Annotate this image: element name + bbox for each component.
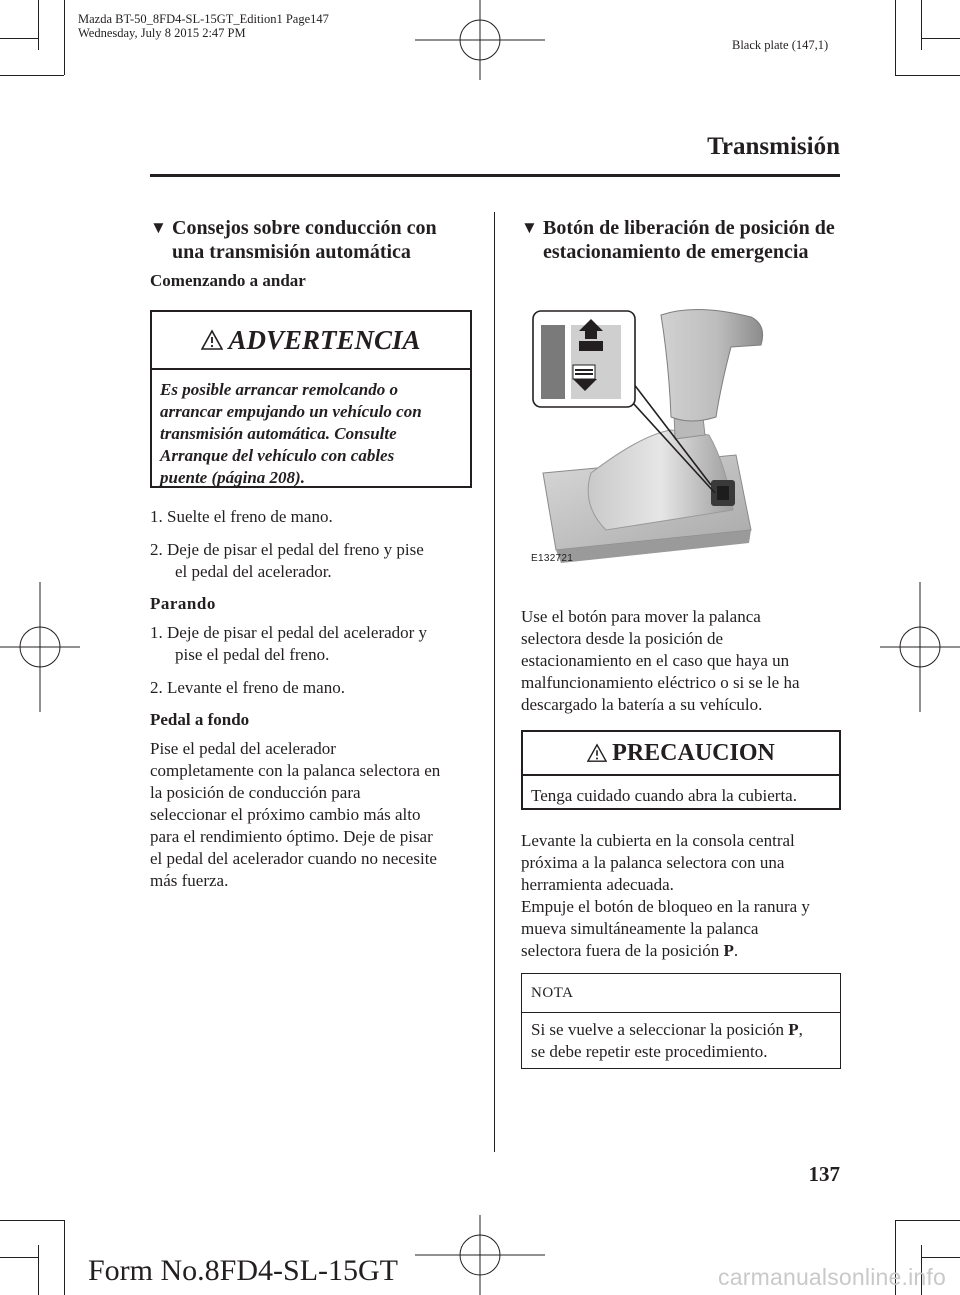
column-divider xyxy=(494,212,495,1152)
crop-mark xyxy=(895,0,896,75)
paragraph-line: descargado la batería a su vehículo. xyxy=(521,695,763,714)
paragraph-line: estacionamiento en el caso que haya un xyxy=(521,651,790,670)
warning-box xyxy=(150,310,472,488)
subheading-parando: Parando xyxy=(150,594,216,613)
paragraph-line xyxy=(521,940,851,962)
print-slug-line1: Mazda BT-50_8FD4-SL-15GT_Edition1 Page147 xyxy=(78,12,329,26)
paragraph-line: completamente con la palanca selectora en xyxy=(150,761,441,780)
paragraph-text: selectora fuera de la posición xyxy=(521,941,724,960)
note-line: se debe repetir este procedimiento. xyxy=(531,1042,768,1061)
registration-target-bottom xyxy=(415,1215,545,1295)
paragraph-text: . xyxy=(733,941,739,960)
warning-title: ADVERTENCIA xyxy=(228,324,421,355)
left-heading-line2: una transmisión automática xyxy=(172,241,411,263)
caution-text: Tenga cuidado cuando abra la cubierta. xyxy=(531,786,797,805)
step-2-levante xyxy=(150,677,480,699)
note-text: Si se vuelve a seleccionar la posición xyxy=(531,1020,789,1039)
position-p-label: P xyxy=(723,941,734,960)
warning-triangle-icon xyxy=(587,743,607,763)
paragraph-line: mueva simultáneamente la palanca xyxy=(521,919,759,938)
position-p-label: P xyxy=(788,1020,799,1039)
header-rule xyxy=(150,174,840,177)
paragraph-line: Levante la cubierta en la consola central xyxy=(521,831,795,850)
crop-mark xyxy=(0,1257,38,1258)
crop-mark xyxy=(921,38,960,39)
subheading-comenzando: Comenzando a andar xyxy=(150,271,306,290)
step-line: 2. Levante el freno de mano. xyxy=(150,678,345,697)
black-plate-label: Black plate (147,1) xyxy=(732,38,829,52)
note-header xyxy=(522,974,840,1013)
registration-target-top xyxy=(415,0,545,80)
warning-header xyxy=(152,312,470,370)
subheading-pedal-a-fondo: Pedal a fondo xyxy=(150,710,250,729)
crop-mark xyxy=(0,38,38,39)
crop-mark xyxy=(64,0,65,75)
right-heading-line2: estacionamiento de emergencia xyxy=(543,241,809,263)
step-line: 1. Deje de pisar el pedal del acelerador y xyxy=(150,623,428,642)
crop-mark xyxy=(38,1245,39,1295)
note-text: , xyxy=(798,1020,803,1039)
pedal-paragraph xyxy=(150,738,485,892)
gear-selector-illustration xyxy=(521,305,771,567)
crop-mark xyxy=(921,1257,960,1258)
crop-mark xyxy=(895,75,960,76)
paragraph-line: la posición de conducción para xyxy=(150,783,361,802)
paragraph-line: seleccionar el próximo cambio más alto xyxy=(150,805,421,824)
caution-box xyxy=(521,730,841,810)
triangle-marker-icon: ▼ xyxy=(150,218,167,237)
paragraph-line: Empuje el botón de bloqueo en la ranura y xyxy=(521,897,810,916)
step-2-deje xyxy=(150,539,480,583)
step-1-acelerador xyxy=(150,622,480,666)
left-heading-line1: Consejos sobre conducción con xyxy=(172,217,437,239)
watermark: carmanualsonline.info xyxy=(718,1264,946,1290)
right-heading xyxy=(521,216,851,264)
crop-mark xyxy=(38,0,39,50)
step-line: 1. Suelte el freno de mano. xyxy=(150,507,333,526)
step-line: 2. Deje de pisar el pedal del freno y pise xyxy=(150,540,424,559)
paragraph-line: herramienta adecuada. xyxy=(521,875,674,894)
step-line-cont: pise el pedal del freno. xyxy=(175,645,330,664)
crop-mark xyxy=(0,75,64,76)
triangle-marker-icon: ▼ xyxy=(521,218,538,237)
warning-line: Arranque del vehículo con cables xyxy=(160,446,395,465)
step-1-suelte xyxy=(150,506,480,528)
caution-title: PRECAUCION xyxy=(612,739,775,766)
form-number: Form No.8FD4-SL-15GT xyxy=(88,1254,399,1287)
paragraph-line: selectora desde la posición de xyxy=(521,629,724,648)
step-line-cont: el pedal del acelerador. xyxy=(175,562,332,581)
crop-mark xyxy=(0,1220,64,1221)
section-title: Transmisión xyxy=(707,133,840,160)
crop-mark xyxy=(921,0,922,50)
figure-caption: E132721 xyxy=(531,553,574,564)
note-title: NOTA xyxy=(531,984,574,1001)
console-paragraph xyxy=(521,830,851,962)
page-number: 137 xyxy=(808,1162,840,1186)
note-line xyxy=(531,1019,840,1041)
paragraph-line: el pedal del acelerador cuando no necesite xyxy=(150,849,437,868)
paragraph-line: malfuncionamiento eléctrico o si se le ha xyxy=(521,673,800,692)
release-paragraph xyxy=(521,606,851,716)
crop-mark xyxy=(64,1220,65,1295)
print-slug-line2: Wednesday, July 8 2015 2:47 PM xyxy=(78,26,246,40)
warning-line: transmisión automática. Consulte xyxy=(160,424,397,443)
paragraph-line: próxima a la palanca selectora con una xyxy=(521,853,785,872)
warning-triangle-icon xyxy=(201,329,223,351)
paragraph-line: Use el botón para mover la palanca xyxy=(521,607,761,626)
right-heading-line1: Botón de liberación de posición de xyxy=(543,217,835,239)
paragraph-line: para el rendimiento óptimo. Deje de pisar xyxy=(150,827,433,846)
caution-header xyxy=(523,732,839,776)
note-box xyxy=(521,973,841,1069)
crop-mark xyxy=(895,1220,960,1221)
paragraph-line: Pise el pedal del acelerador xyxy=(150,739,336,758)
warning-line: puente (página 208). xyxy=(160,468,305,487)
paragraph-line: más fuerza. xyxy=(150,871,229,890)
registration-target-right xyxy=(880,582,960,712)
registration-target-left xyxy=(0,582,80,712)
left-heading xyxy=(150,216,480,264)
warning-line: Es posible arrancar remolcando o xyxy=(160,380,399,399)
warning-line: arrancar empujando un vehículo con xyxy=(160,402,422,421)
